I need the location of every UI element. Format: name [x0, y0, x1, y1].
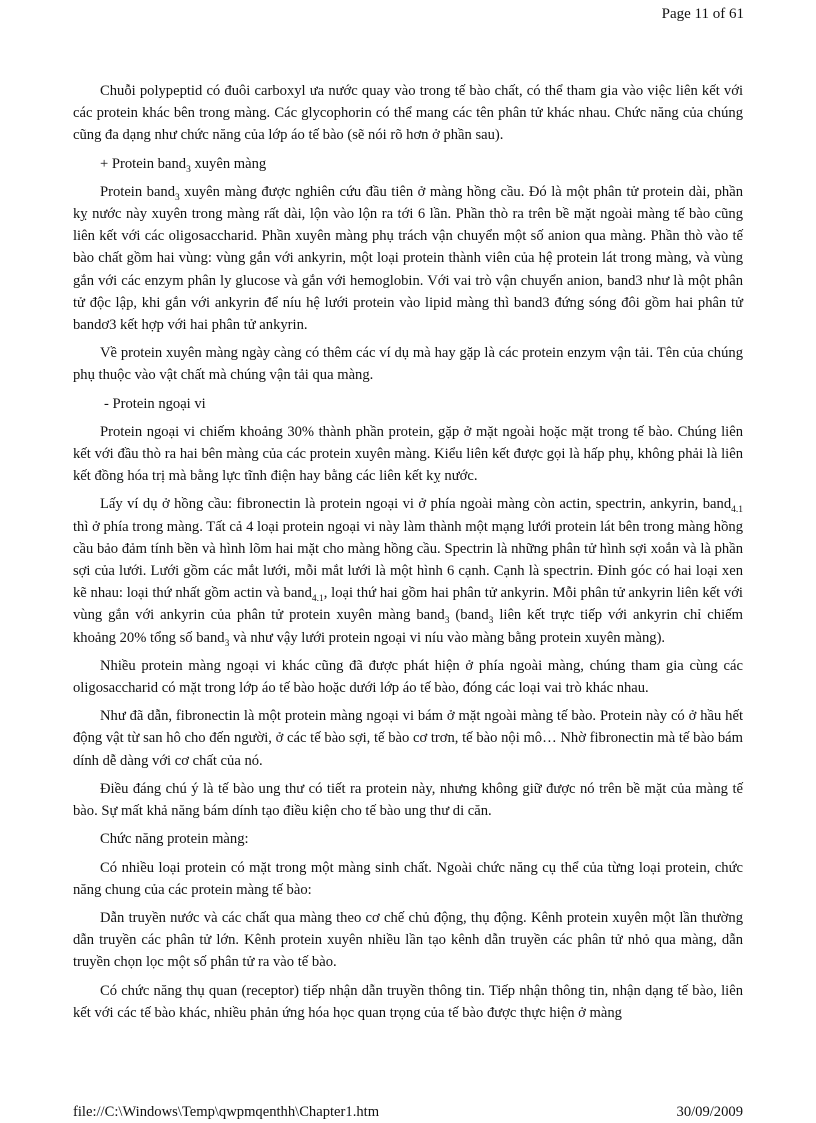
text-span: , loại thứ hai gồm hai phân tử ankyrin. Mỗi phân tử ankyrin liên kết với vùng gắn với ankyrin của phân tử protein xuyên màng band — [73, 585, 743, 624]
paragraph: Nhiều protein màng ngoại vi khác cũng đã được phát hiện ở phía ngoài màng, chúng tham gia cùng các oligosaccharid có mặt trong lớp áo tế bào hoặc dưới lớp áo tế bào, đóng các loại vai trò khác nhau. — [73, 657, 743, 697]
page-number: Page 11 of 61 — [661, 6, 744, 22]
paragraph: Protein ngoại vi chiếm khoảng 30% thành phần protein, gặp ở mặt ngoài hoặc mặt trong tế bào. Chúng liên kết với đầu thò ra hai bên màng của các protein xuyên màng. Kiểu liên kết được gọi là hấp phụ, không phải là liên kết đồng hóa trị mà bằng lực tĩnh điện hay bằng các liên kết kỵ nước. — [73, 423, 743, 485]
paragraph — [73, 181, 743, 336]
paragraph: Điều đáng chú ý là tế bào ung thư có tiết ra protein này, nhưng không giữ được nó trên bề mặt của màng tế bào. Sự mất khả năng bám dính tạo điều kiện cho tế bào ung thư di căn. — [73, 780, 743, 820]
text-span: Protein band — [100, 183, 176, 200]
subscript: 3 — [488, 616, 494, 627]
text-span: Lấy ví dụ ở hồng cầu: fibronectin là protein ngoại vi ở phía ngoài màng còn actin, spectrin, ankyrin, band — [100, 496, 732, 513]
section-heading-band3 — [73, 153, 743, 175]
footer-file-url: file://C:\Windows\Temp\qwpmqenthh\Chapter1.htm — [73, 1104, 380, 1120]
text-span: xuyên màng được nghiên cứu đầu tiên ở màng hồng cầu. Đó là một phân tử protein dài, phần kỵ nước này xuyên trong màng rất dài, lộn vào lộn ra tới 6 lần. Phần thò ra trên bề mặt ngoài màng tế bào cũng liên kết với các oligosaccharid. Phần xuyên màng phụ trách vận chuyển một số anion qua màng. Phần thò vào tế bào chất gồm hai vùng: vùng gắn với ankyrin, một loại protein thành viên của hệ protein lát trong màng, và vùng gắn với các enzym phân ly glucose và gắn với hemoglobin. Với vai trò vận chuyển anion, band3 như là một phân tử độc lập, khi gắn với ankyrin để níu hệ lưới protein vào lipid màng thì band3 đứng sóng đôi gồm hai phân tử bandơ3 kết hợp với hai phân tử ankyrin. — [73, 183, 743, 334]
text-span: liên kết trực tiếp với ankyrin chỉ chiếm khoảng 20% tổng số band — [73, 607, 743, 646]
paragraph: Có nhiều loại protein có mặt trong một màng sinh chất. Ngoài chức năng cụ thể của từng loại protein, chức năng chung của các protein màng tế bào: — [73, 859, 743, 898]
subscript: 3 — [224, 638, 230, 649]
paragraph: Dẫn truyền nước và các chất qua màng theo cơ chế chủ động, thụ động. Kênh protein xuyên một lần thường dẫn truyền các phân tử lớn. Kênh protein xuyên nhiều lần tạo kênh dẫn truyền các phân tử nhỏ qua màng, dẫn truyền chọn lọc một số phân tử ra vào tế bào. — [73, 909, 743, 971]
paragraph — [73, 493, 743, 648]
paragraph: Có chức năng thụ quan (receptor) tiếp nhận dẫn truyền thông tin. Tiếp nhận thông tin, nhận dạng tế bào, liên kết với các tế bào khác, nhiều phản ứng hóa học quan trọng của tế bào được thực hiện ở màng — [73, 982, 743, 1021]
paragraph: Như đã dẫn, fibronectin là một protein màng ngoại vi bám ở mặt ngoài màng tế bào. Protein này có ở hầu hết động vật từ san hô cho đến người, ở các tế bào sợi, tế bào cơ trơn, tế bào nội mô… Nhờ fibronectin mà tế bào bám dính dễ dàng với cơ chất của nó. — [73, 708, 743, 769]
section-heading-functions: Chức năng protein màng: — [100, 831, 249, 848]
paragraph: Chuỗi polypeptid có đuôi carboxyl ưa nước quay vào trong tế bào chất, có thể tham gia vào việc liên kết với các protein khác bên trong màng. Các glycophorin có thể mang các tên phân tử khác nhau. Chức năng của chúng cũng đa dạng như chức năng của lớp áo tế bào (sẽ nói rõ hơn ở phần sau). — [73, 83, 743, 144]
subscript: 4.1 — [731, 505, 743, 516]
subscript: 4.1 — [311, 594, 324, 605]
subscript: 3 — [444, 616, 450, 627]
subscript: 3 — [175, 192, 180, 203]
text-span: + Protein band — [100, 155, 187, 172]
document-body — [73, 80, 743, 1030]
text-span: thì ở phía trong màng. Tất cả 4 loại protein ngoại vi này làm thành một mạng lưới protein lát bên trong màng hồng cầu bảo đảm tính bền và hình lõm hai mặt cho màng hồng cầu. Spectrin là những phân tử hình sợi xoắn và là phần sợi của lưới. Lưới gồm các mắt lưới, mỗi mắt lưới là một hình 6 cạnh. Cạnh là spectrin. Đỉnh góc có hai loại xen kẽ nhau: loại thứ nhất gồm actin và band — [73, 518, 743, 602]
footer-date: 30/09/2009 — [676, 1104, 743, 1120]
text-span: (band — [449, 607, 489, 624]
subscript: 3 — [186, 164, 191, 175]
section-heading-peripheral: - Protein ngoại vi — [104, 395, 206, 412]
text-span: và như vậy lưới protein ngoại vi níu vào màng bằng protein xuyên màng). — [229, 629, 666, 646]
paragraph: Về protein xuyên màng ngày càng có thêm các ví dụ mà hay gặp là các protein enzym vận tải. Tên của chúng phụ thuộc vào vật chất mà chúng vận tải qua màng. — [73, 345, 743, 384]
text-span: xuyên màng — [190, 155, 267, 172]
